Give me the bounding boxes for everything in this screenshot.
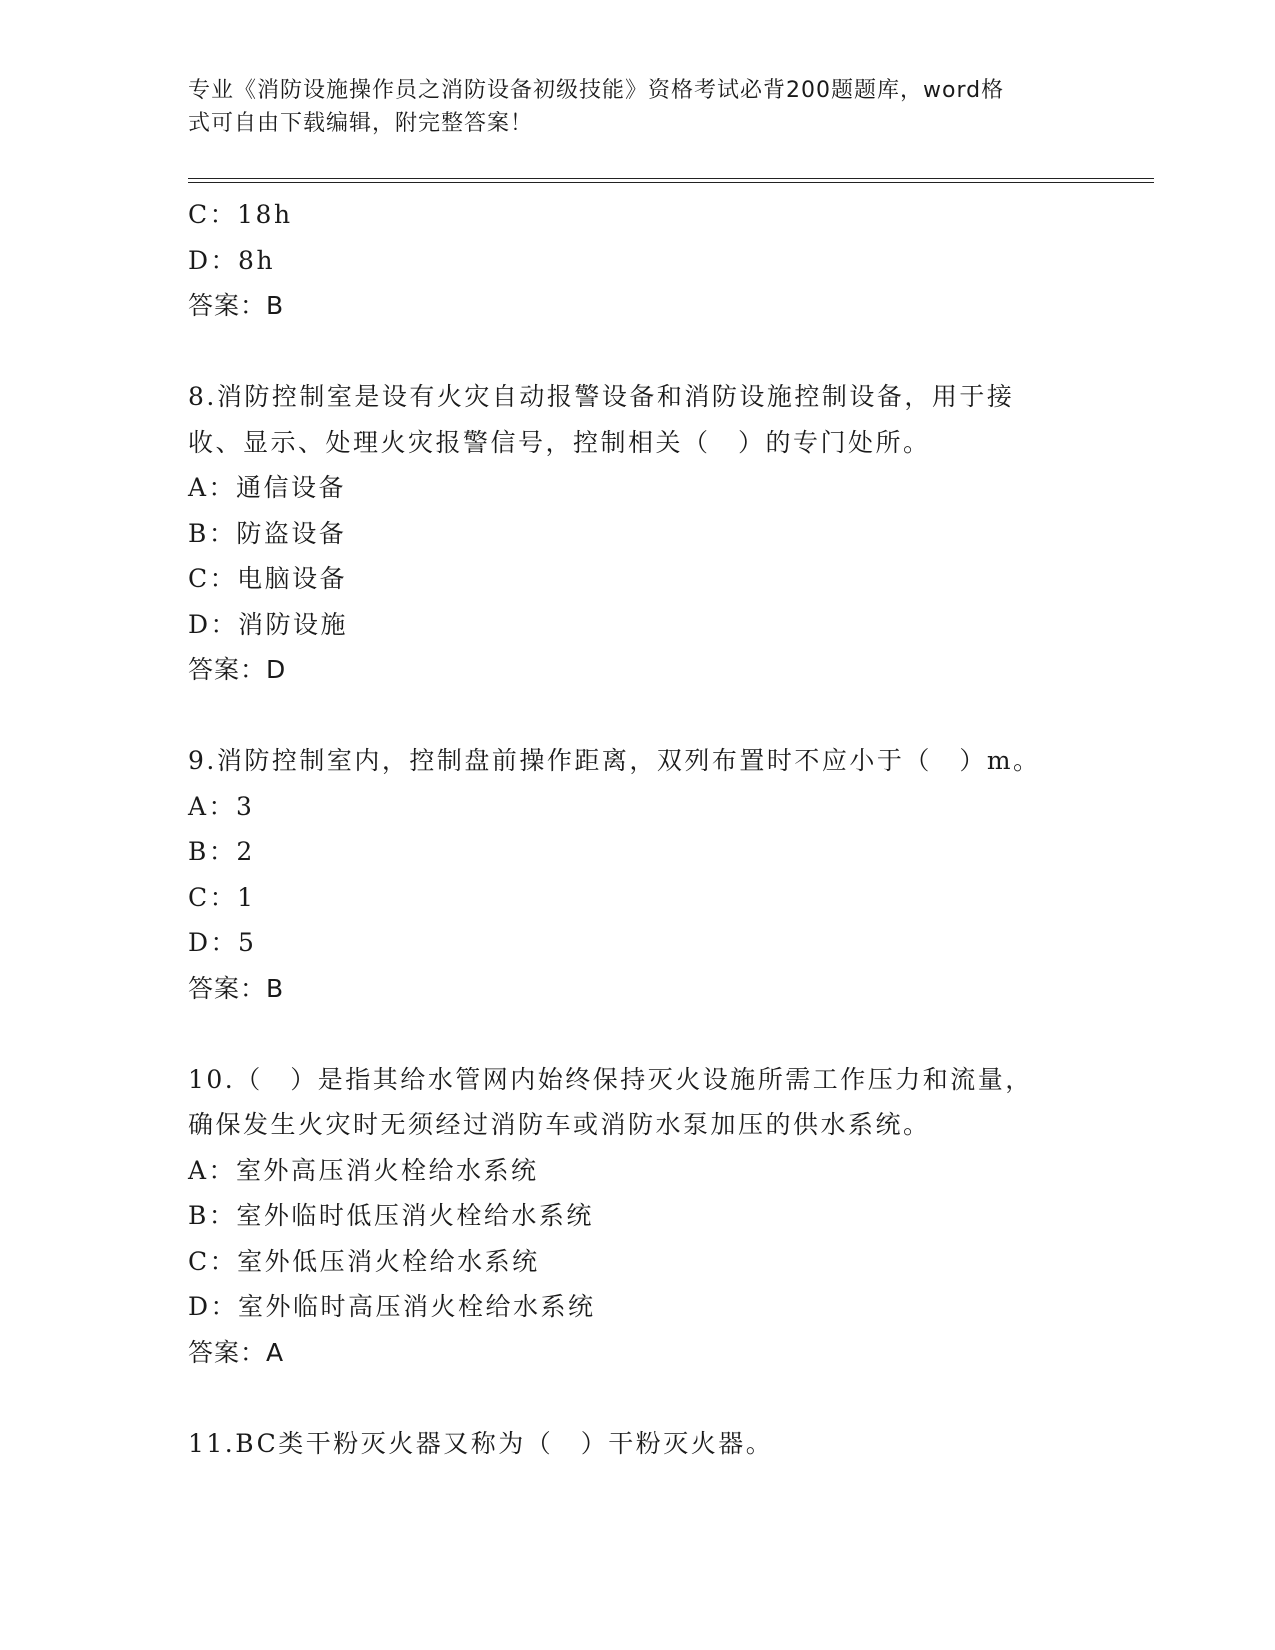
question-7-continued xyxy=(188,192,1088,329)
answer: 答案：A xyxy=(188,1337,285,1367)
question-text: 10.（ ）是指其给水管网内始终保持灭火设施所需工作压力和流量， xyxy=(188,1064,1033,1094)
header-divider xyxy=(188,178,1154,183)
question-9 xyxy=(188,738,1088,1011)
option-b: B：2 xyxy=(188,837,255,866)
option-c: C：室外低压消火栓给水系统 xyxy=(188,1246,540,1276)
option-d: D：消防设施 xyxy=(188,609,349,639)
option-c: C：18h xyxy=(188,200,293,229)
option-d: D：室外临时高压消火栓给水系统 xyxy=(188,1292,596,1321)
option-b: B：防盗设备 xyxy=(188,518,347,548)
question-11 xyxy=(188,1421,1088,1467)
option-a: A：通信设备 xyxy=(188,473,347,502)
spacer xyxy=(188,693,1088,739)
option-b: B：室外临时低压消火栓给水系统 xyxy=(188,1201,594,1230)
answer: 答案：B xyxy=(188,291,285,320)
answer: 答案：D xyxy=(188,655,287,684)
question-text: 收、显示、处理火灾报警信号，控制相关（ ）的专门处所。 xyxy=(188,427,931,457)
question-text: 确保发生火灾时无须经过消防车或消防水泵加压的供水系统。 xyxy=(188,1110,931,1139)
header-line-2: 式可自由下载编辑，附完整答案！ xyxy=(188,111,534,136)
answer: 答案：B xyxy=(188,973,285,1003)
question-list xyxy=(188,192,1088,1466)
spacer xyxy=(188,329,1088,375)
option-a: A：室外高压消火栓给水系统 xyxy=(188,1155,539,1185)
question-text: 11.BC类干粉灭火器又称为（ ）干粉灭火器。 xyxy=(188,1428,774,1458)
option-c: C：电脑设备 xyxy=(188,564,348,593)
option-d: D：5 xyxy=(188,928,257,957)
spacer xyxy=(188,1375,1088,1421)
page-header xyxy=(188,74,1068,140)
spacer xyxy=(188,1011,1088,1057)
option-c: C：1 xyxy=(188,882,256,912)
header-line-1: 专业《消防设施操作员之消防设备初级技能》资格考试必背200题题库，word格 xyxy=(188,78,1005,103)
question-text: 8.消防控制室是设有火灾自动报警设备和消防设施控制设备，用于接 xyxy=(188,382,1015,411)
question-text: 9.消防控制室内，控制盘前操作距离，双列布置时不应小于（ ）m。 xyxy=(188,746,1041,775)
option-d: D：8h xyxy=(188,245,276,275)
option-a: A：3 xyxy=(188,791,255,821)
question-10 xyxy=(188,1057,1088,1376)
question-8 xyxy=(188,374,1088,693)
